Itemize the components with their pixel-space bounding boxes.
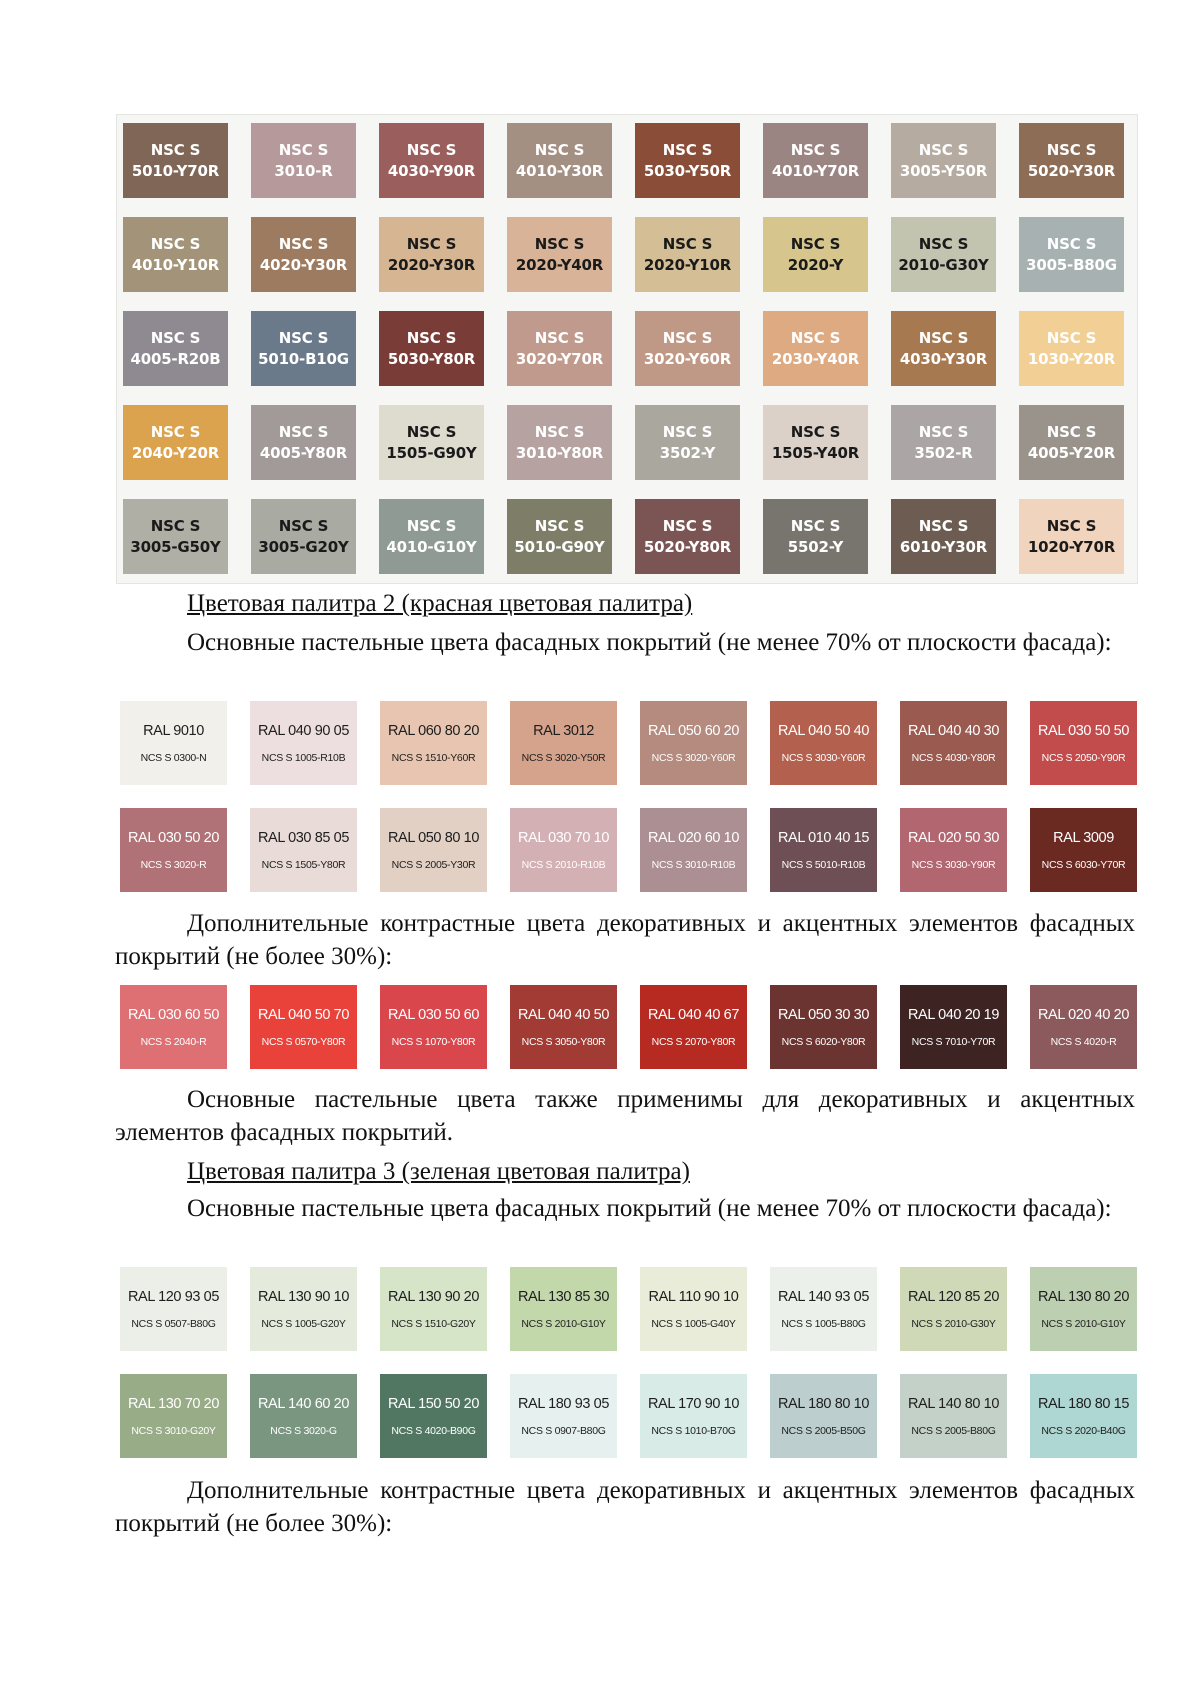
color-swatch <box>1019 405 1124 480</box>
swatch-code-label: 1020-Y70R <box>1027 537 1116 556</box>
color-swatch <box>250 985 357 1069</box>
swatch-code-label: 3020-Y70R <box>515 349 604 368</box>
color-swatch <box>891 123 996 198</box>
color-swatch <box>379 311 484 386</box>
swatch-system-label: NSC S <box>1046 516 1097 535</box>
swatch-ral-label: RAL 030 85 05 <box>257 829 349 846</box>
swatch-ral-label: RAL 140 60 20 <box>257 1395 349 1412</box>
swatch-ral-label: RAL 040 90 05 <box>257 722 349 739</box>
swatch-ncs-label: NCS S 2070-Y80R <box>651 1035 736 1048</box>
color-swatch <box>770 701 877 785</box>
swatch-ral-label: RAL 010 40 15 <box>777 829 869 846</box>
swatch-system-label: NSC S <box>406 422 457 441</box>
swatch-code-label: 3005-B80G <box>1026 255 1117 274</box>
swatch-system-label: NSC S <box>534 140 585 159</box>
swatch-ncs-label: NCS S 5010-R10B <box>781 858 866 871</box>
swatch-ral-label: RAL 020 60 10 <box>647 829 739 846</box>
swatch-system-label: NSC S <box>790 422 841 441</box>
swatch-system-label: NSC S <box>790 516 841 535</box>
swatch-code-label: 4020-Y30R <box>259 255 348 274</box>
color-swatch <box>770 985 877 1069</box>
red-main-palette <box>120 701 1137 892</box>
color-swatch <box>510 1267 617 1351</box>
swatch-ncs-label: NCS S 1510-G20Y <box>391 1317 476 1330</box>
swatch-code-label: 3005-G20Y <box>258 537 349 556</box>
swatch-code-label: 6010-Y30R <box>899 537 988 556</box>
color-swatch <box>891 311 996 386</box>
color-swatch <box>123 123 228 198</box>
color-swatch <box>120 1374 227 1458</box>
swatch-code-label: 2020-Y <box>787 255 844 274</box>
swatch-code-label: 1030-Y20R <box>1027 349 1116 368</box>
swatch-system-label: NSC S <box>534 234 585 253</box>
swatch-ncs-label: NCS S 1005-G20Y <box>261 1317 346 1330</box>
swatch-ncs-label: NCS S 0570-Y80R <box>261 1035 346 1048</box>
color-swatch <box>507 217 612 292</box>
swatch-ral-label: RAL 050 30 30 <box>777 1006 869 1023</box>
swatch-code-label: 4010-Y10R <box>131 255 220 274</box>
color-swatch <box>891 499 996 574</box>
swatch-ncs-label: NCS S 1070-Y80R <box>391 1035 476 1048</box>
swatch-system-label: NSC S <box>790 140 841 159</box>
color-swatch <box>123 499 228 574</box>
color-swatch <box>1030 985 1137 1069</box>
swatch-ral-label: RAL 120 93 05 <box>127 1288 219 1305</box>
swatch-code-label: 4005-Y20R <box>1027 443 1116 462</box>
color-swatch <box>1030 701 1137 785</box>
color-swatch <box>123 405 228 480</box>
swatch-ncs-label: NCS S 7010-Y70R <box>911 1035 996 1048</box>
swatch-ncs-label: NCS S 3030-Y60R <box>781 751 866 764</box>
swatch-ncs-label: NCS S 2050-Y90R <box>1041 751 1126 764</box>
color-swatch <box>507 311 612 386</box>
color-swatch <box>380 1374 487 1458</box>
color-swatch <box>900 985 1007 1069</box>
color-swatch <box>635 217 740 292</box>
swatch-code-label: 2030-Y40R <box>771 349 860 368</box>
color-swatch <box>1019 123 1124 198</box>
swatch-ncs-label: NCS S 0507-B80G <box>131 1317 216 1330</box>
swatch-system-label: NSC S <box>150 422 201 441</box>
swatch-ral-label: RAL 050 60 20 <box>647 722 739 739</box>
swatch-code-label: 5020-Y30R <box>1027 161 1116 180</box>
swatch-system-label: NSC S <box>662 422 713 441</box>
color-swatch <box>763 123 868 198</box>
color-swatch <box>120 1267 227 1351</box>
color-swatch <box>123 311 228 386</box>
color-swatch <box>250 808 357 892</box>
color-swatch <box>251 217 356 292</box>
swatch-ncs-label: NCS S 3030-Y90R <box>911 858 996 871</box>
green-main-palette <box>120 1267 1137 1458</box>
swatch-code-label: 2020-Y10R <box>643 255 732 274</box>
swatch-system-label: NSC S <box>534 422 585 441</box>
color-swatch <box>123 217 228 292</box>
swatch-ncs-label: NCS S 2005-Y30R <box>391 858 476 871</box>
nsc-palette-panel <box>116 114 1138 584</box>
swatch-system-label: NSC S <box>150 140 201 159</box>
swatch-ral-label: RAL 130 90 20 <box>387 1288 479 1305</box>
swatch-ral-label: RAL 030 50 50 <box>1037 722 1129 739</box>
swatch-system-label: NSC S <box>918 328 969 347</box>
swatch-ncs-label: NCS S 3020-R <box>140 858 207 871</box>
color-swatch <box>250 1267 357 1351</box>
color-swatch <box>507 405 612 480</box>
swatch-ral-label: RAL 180 80 10 <box>777 1395 869 1412</box>
color-swatch <box>510 1374 617 1458</box>
swatch-code-label: 4005-Y80R <box>259 443 348 462</box>
swatch-ncs-label: NCS S 2040-R <box>140 1035 207 1048</box>
swatch-code-label: 3502-Y <box>659 443 716 462</box>
swatch-ncs-label: NCS S 3020-Y60R <box>651 751 736 764</box>
swatch-ncs-label: NCS S 6020-Y80R <box>781 1035 866 1048</box>
swatch-system-label: NSC S <box>278 234 329 253</box>
swatch-code-label: 5502-Y <box>787 537 844 556</box>
swatch-ral-label: RAL 140 93 05 <box>777 1288 869 1305</box>
swatch-ral-label: RAL 9010 <box>143 722 204 739</box>
swatch-ral-label: RAL 120 85 20 <box>907 1288 999 1305</box>
swatch-code-label: 3502-R <box>914 443 973 462</box>
swatch-ncs-label: NCS S 3020-G <box>270 1424 337 1437</box>
color-swatch <box>763 311 868 386</box>
swatch-system-label: NSC S <box>1046 234 1097 253</box>
color-swatch <box>507 499 612 574</box>
swatch-ral-label: RAL 060 80 20 <box>387 722 479 739</box>
palette-2-caption: Цветовая палитра 2 (красная цветовая палитра) <box>187 590 693 617</box>
swatch-system-label: NSC S <box>918 140 969 159</box>
color-swatch <box>1030 808 1137 892</box>
palette-3-caption: Цветовая палитра 3 (зеленая цветовая палитра) <box>187 1158 690 1185</box>
swatch-code-label: 5030-Y50R <box>643 161 732 180</box>
swatch-code-label: 1505-G90Y <box>386 443 477 462</box>
color-swatch <box>250 701 357 785</box>
color-swatch <box>1030 1374 1137 1458</box>
swatch-ral-label: RAL 180 93 05 <box>517 1395 609 1412</box>
swatch-ncs-label: NCS S 1010-B70G <box>651 1424 736 1437</box>
swatch-ral-label: RAL 020 40 20 <box>1037 1006 1129 1023</box>
color-swatch <box>510 808 617 892</box>
swatch-ral-label: RAL 030 70 10 <box>517 829 609 846</box>
color-swatch <box>510 701 617 785</box>
swatch-ral-label: RAL 130 85 30 <box>517 1288 609 1305</box>
swatch-system-label: NSC S <box>150 234 201 253</box>
swatch-code-label: 5020-Y80R <box>643 537 732 556</box>
swatch-code-label: 2040-Y20R <box>131 443 220 462</box>
color-swatch <box>770 1267 877 1351</box>
red-main-text: Основные пастельные цвета фасадных покрытий (не менее 70% от плоскости фасада): <box>187 629 1112 656</box>
color-swatch <box>891 217 996 292</box>
color-swatch <box>379 217 484 292</box>
swatch-ral-label: RAL 110 90 10 <box>648 1288 739 1305</box>
swatch-system-label: NSC S <box>534 328 585 347</box>
color-swatch <box>250 1374 357 1458</box>
swatch-system-label: NSC S <box>278 140 329 159</box>
color-swatch <box>763 405 868 480</box>
color-swatch <box>635 123 740 198</box>
swatch-system-label: NSC S <box>662 328 713 347</box>
swatch-system-label: NSC S <box>150 328 201 347</box>
color-swatch <box>380 808 487 892</box>
color-swatch <box>251 499 356 574</box>
swatch-system-label: NSC S <box>1046 328 1097 347</box>
swatch-ral-label: RAL 040 50 40 <box>777 722 869 739</box>
green-main-text: Основные пастельные цвета фасадных покрытий (не менее 70% от плоскости фасада): <box>187 1195 1112 1222</box>
swatch-code-label: 4030-Y90R <box>387 161 476 180</box>
swatch-code-label: 3005-G50Y <box>130 537 221 556</box>
color-swatch <box>900 701 1007 785</box>
swatch-code-label: 2020-Y40R <box>515 255 604 274</box>
color-swatch <box>1019 217 1124 292</box>
swatch-ncs-label: NCS S 4020-B90G <box>391 1424 476 1437</box>
color-swatch <box>640 701 747 785</box>
swatch-code-label: 5010-Y70R <box>131 161 220 180</box>
swatch-ncs-label: NCS S 4030-Y80R <box>911 751 996 764</box>
swatch-system-label: NSC S <box>278 328 329 347</box>
swatch-ral-label: RAL 030 50 60 <box>387 1006 479 1023</box>
swatch-system-label: NSC S <box>1046 422 1097 441</box>
swatch-ncs-label: NCS S 2005-B50G <box>781 1424 866 1437</box>
swatch-ncs-label: NCS S 2010-G30Y <box>911 1317 996 1330</box>
swatch-ral-label: RAL 040 40 30 <box>907 722 999 739</box>
color-swatch <box>120 701 227 785</box>
swatch-code-label: 3010-Y80R <box>515 443 604 462</box>
swatch-ncs-label: NCS S 4020-R <box>1050 1035 1117 1048</box>
color-swatch <box>251 123 356 198</box>
swatch-system-label: NSC S <box>406 234 457 253</box>
swatch-code-label: 3020-Y60R <box>643 349 732 368</box>
color-swatch <box>770 808 877 892</box>
swatch-ncs-label: NCS S 2010-R10B <box>521 858 606 871</box>
color-swatch <box>379 123 484 198</box>
swatch-code-label: 4010-Y30R <box>515 161 604 180</box>
swatch-system-label: NSC S <box>790 234 841 253</box>
swatch-code-label: 4005-R20B <box>130 349 221 368</box>
swatch-ncs-label: NCS S 1505-Y80R <box>261 858 346 871</box>
color-swatch <box>640 808 747 892</box>
swatch-ncs-label: NCS S 1005-G40Y <box>651 1317 736 1330</box>
swatch-code-label: 2020-Y30R <box>387 255 476 274</box>
color-swatch <box>900 1374 1007 1458</box>
color-swatch <box>120 985 227 1069</box>
color-swatch <box>379 499 484 574</box>
swatch-ncs-label: NCS S 3010-R10B <box>651 858 736 871</box>
swatch-ral-label: RAL 030 50 20 <box>127 829 219 846</box>
swatch-ncs-label: NCS S 2005-B80G <box>911 1424 996 1437</box>
swatch-ral-label: RAL 170 90 10 <box>647 1395 739 1412</box>
color-swatch <box>251 311 356 386</box>
swatch-ncs-label: NCS S 0907-B80G <box>521 1424 606 1437</box>
swatch-code-label: 4030-Y30R <box>899 349 988 368</box>
swatch-system-label: NSC S <box>406 140 457 159</box>
color-swatch <box>891 405 996 480</box>
swatch-ral-label: RAL 150 50 20 <box>387 1395 479 1412</box>
swatch-ncs-label: NCS S 3010-G20Y <box>131 1424 216 1437</box>
swatch-code-label: 3005-Y50R <box>899 161 988 180</box>
swatch-ral-label: RAL 3009 <box>1053 829 1114 846</box>
color-swatch <box>380 985 487 1069</box>
swatch-ral-label: RAL 040 20 19 <box>907 1006 999 1023</box>
swatch-system-label: NSC S <box>662 234 713 253</box>
swatch-code-label: 5010-G90Y <box>514 537 605 556</box>
swatch-ral-label: RAL 130 90 10 <box>257 1288 349 1305</box>
swatch-system-label: NSC S <box>150 516 201 535</box>
color-swatch <box>379 405 484 480</box>
swatch-ral-label: RAL 130 80 20 <box>1037 1288 1129 1305</box>
swatch-ncs-label: NCS S 2010-G10Y <box>1041 1317 1126 1330</box>
color-swatch <box>763 217 868 292</box>
color-swatch <box>640 1267 747 1351</box>
color-swatch <box>900 1267 1007 1351</box>
color-swatch <box>640 985 747 1069</box>
swatch-ncs-label: NCS S 1005-B80G <box>781 1317 866 1330</box>
swatch-ncs-label: NCS S 0300-N <box>140 751 207 764</box>
color-swatch <box>1019 311 1124 386</box>
swatch-ral-label: RAL 180 80 15 <box>1037 1395 1129 1412</box>
color-swatch <box>763 499 868 574</box>
swatch-system-label: NSC S <box>278 516 329 535</box>
swatch-ral-label: RAL 130 70 20 <box>127 1395 219 1412</box>
swatch-ral-label: RAL 3012 <box>533 722 594 739</box>
swatch-ral-label: RAL 140 80 10 <box>907 1395 999 1412</box>
swatch-system-label: NSC S <box>406 328 457 347</box>
nsc-palette-grid <box>123 123 1124 574</box>
color-swatch <box>251 405 356 480</box>
color-swatch <box>507 123 612 198</box>
color-swatch <box>635 499 740 574</box>
swatch-code-label: 5030-Y80R <box>387 349 476 368</box>
swatch-system-label: NSC S <box>918 422 969 441</box>
swatch-code-label: 2010-G30Y <box>898 255 989 274</box>
swatch-ncs-label: NCS S 1005-R10B <box>261 751 346 764</box>
color-swatch <box>635 311 740 386</box>
color-swatch <box>640 1374 747 1458</box>
swatch-system-label: NSC S <box>1046 140 1097 159</box>
swatch-system-label: NSC S <box>662 516 713 535</box>
swatch-ral-label: RAL 050 80 10 <box>387 829 479 846</box>
swatch-code-label: 4010-Y70R <box>771 161 860 180</box>
color-swatch <box>380 1267 487 1351</box>
red-note-text: Основные пастельные цвета также применимы для декоративных и акцентных элементов фасадных покрытий. <box>115 1086 1135 1146</box>
swatch-system-label: NSC S <box>918 234 969 253</box>
swatch-system-label: NSC S <box>662 140 713 159</box>
swatch-ral-label: RAL 030 60 50 <box>127 1006 219 1023</box>
swatch-ncs-label: NCS S 1510-Y60R <box>391 751 476 764</box>
red-accent-palette <box>120 985 1137 1069</box>
swatch-code-label: 3010-R <box>274 161 333 180</box>
swatch-ral-label: RAL 040 50 70 <box>257 1006 349 1023</box>
color-swatch <box>900 808 1007 892</box>
swatch-system-label: NSC S <box>534 516 585 535</box>
swatch-ral-label: RAL 040 40 67 <box>647 1006 739 1023</box>
swatch-ncs-label: NCS S 6030-Y70R <box>1041 858 1126 871</box>
color-swatch <box>1019 499 1124 574</box>
swatch-ncs-label: NCS S 3050-Y80R <box>521 1035 606 1048</box>
swatch-code-label: 5010-B10G <box>258 349 349 368</box>
color-swatch <box>770 1374 877 1458</box>
color-swatch <box>380 701 487 785</box>
swatch-ncs-label: NCS S 2020-B40G <box>1041 1424 1126 1437</box>
swatch-ral-label: RAL 040 40 50 <box>517 1006 609 1023</box>
red-accent-text: Дополнительные контрастные цвета декоративных и акцентных элементов фасадных покрытий (не более 30%): <box>115 910 1135 970</box>
swatch-system-label: NSC S <box>918 516 969 535</box>
swatch-ncs-label: NCS S 2010-G10Y <box>521 1317 606 1330</box>
swatch-system-label: NSC S <box>790 328 841 347</box>
color-swatch <box>510 985 617 1069</box>
swatch-ral-label: RAL 020 50 30 <box>907 829 999 846</box>
swatch-code-label: 4010-G10Y <box>386 537 477 556</box>
swatch-system-label: NSC S <box>406 516 457 535</box>
green-accent-text: Дополнительные контрастные цвета декоративных и акцентных элементов фасадных покрытий (не более 30%): <box>115 1477 1135 1537</box>
color-swatch <box>120 808 227 892</box>
color-swatch <box>1030 1267 1137 1351</box>
color-swatch <box>635 405 740 480</box>
swatch-ncs-label: NCS S 3020-Y50R <box>521 751 606 764</box>
swatch-code-label: 1505-Y40R <box>771 443 860 462</box>
swatch-system-label: NSC S <box>278 422 329 441</box>
